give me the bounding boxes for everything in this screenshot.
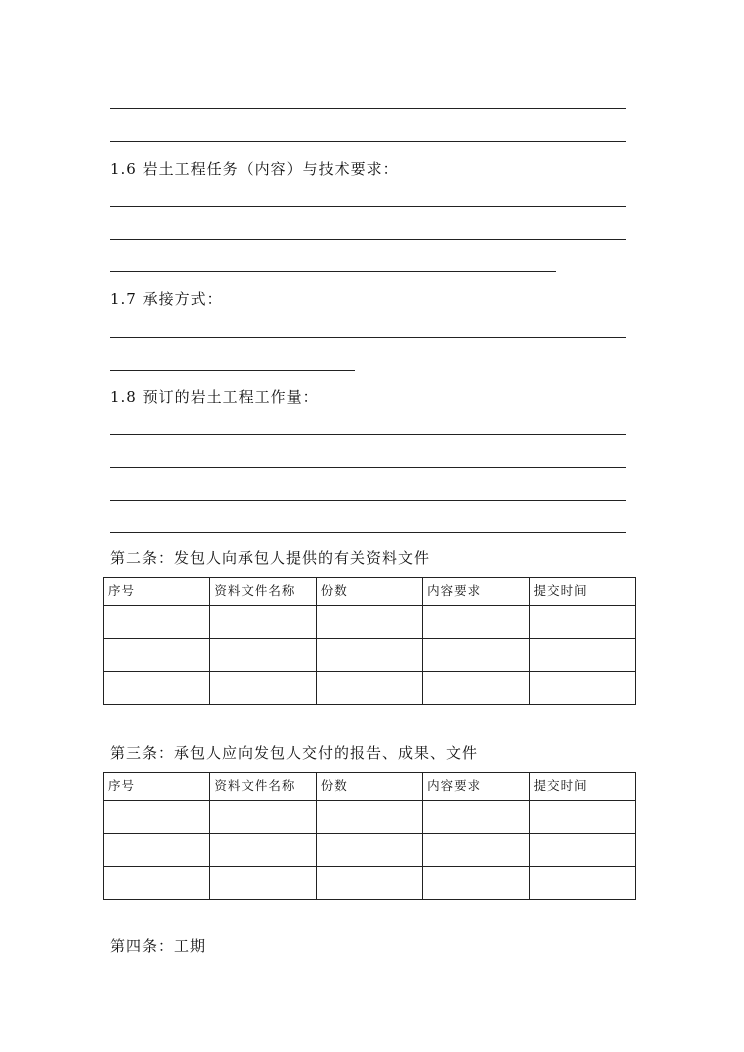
section-1-6-heading: 1.6 岩土工程任务（内容）与技术要求： (110, 160, 399, 178)
table-cell (316, 606, 422, 639)
table-cell (104, 801, 210, 834)
blank-line (110, 271, 556, 272)
table-cell (529, 867, 635, 900)
table-cell (529, 801, 635, 834)
table-cell (104, 606, 210, 639)
col-header-doc-name: 资料文件名称 (210, 773, 316, 801)
deliverables-table (103, 772, 636, 900)
col-header-submit-time: 提交时间 (529, 773, 635, 801)
blank-line (110, 108, 626, 109)
table-row (104, 606, 636, 639)
blank-line (110, 206, 626, 207)
blank-line (110, 141, 626, 142)
table-cell (529, 606, 635, 639)
col-header-serial: 序号 (104, 578, 210, 606)
table-row (104, 867, 636, 900)
col-header-content-req: 内容要求 (423, 773, 529, 801)
article-2-heading: 第二条：发包人向承包人提供的有关资料文件 (110, 549, 431, 567)
table-header-row (104, 578, 636, 606)
table-row (104, 672, 636, 705)
table-row (104, 834, 636, 867)
table-row (104, 639, 636, 672)
blank-line (110, 370, 355, 371)
col-header-copies: 份数 (316, 578, 422, 606)
table-row (104, 801, 636, 834)
table-cell (104, 834, 210, 867)
table-cell (316, 672, 422, 705)
col-header-serial: 序号 (104, 773, 210, 801)
section-1-7-heading: 1.7 承接方式： (110, 290, 223, 308)
blank-line (110, 239, 626, 240)
table-cell (104, 867, 210, 900)
table-cell (529, 834, 635, 867)
table-cell (423, 867, 529, 900)
col-header-doc-name: 资料文件名称 (210, 578, 316, 606)
table-header-row (104, 773, 636, 801)
table-cell (210, 639, 316, 672)
table-cell (423, 801, 529, 834)
table-cell (104, 672, 210, 705)
section-1-8-heading: 1.8 预订的岩土工程工作量： (110, 388, 319, 406)
table-cell (423, 639, 529, 672)
table-cell (423, 606, 529, 639)
col-header-copies: 份数 (316, 773, 422, 801)
article-4-heading: 第四条：工期 (110, 937, 207, 955)
table-cell (316, 834, 422, 867)
table-cell (316, 639, 422, 672)
table-cell (210, 606, 316, 639)
table-cell (210, 801, 316, 834)
blank-line (110, 434, 626, 435)
table-cell (423, 834, 529, 867)
table-cell (423, 672, 529, 705)
table-cell (316, 801, 422, 834)
blank-line (110, 337, 626, 338)
blank-line (110, 467, 626, 468)
table-cell (210, 834, 316, 867)
documents-provided-table (103, 577, 636, 705)
blank-line (110, 532, 626, 533)
table-cell (210, 672, 316, 705)
col-header-submit-time: 提交时间 (529, 578, 635, 606)
table-cell (210, 867, 316, 900)
col-header-content-req: 内容要求 (423, 578, 529, 606)
article-3-heading: 第三条：承包人应向发包人交付的报告、成果、文件 (110, 744, 479, 762)
table-cell (104, 639, 210, 672)
table-cell (316, 867, 422, 900)
blank-line (110, 500, 626, 501)
table-cell (529, 639, 635, 672)
table-cell (529, 672, 635, 705)
